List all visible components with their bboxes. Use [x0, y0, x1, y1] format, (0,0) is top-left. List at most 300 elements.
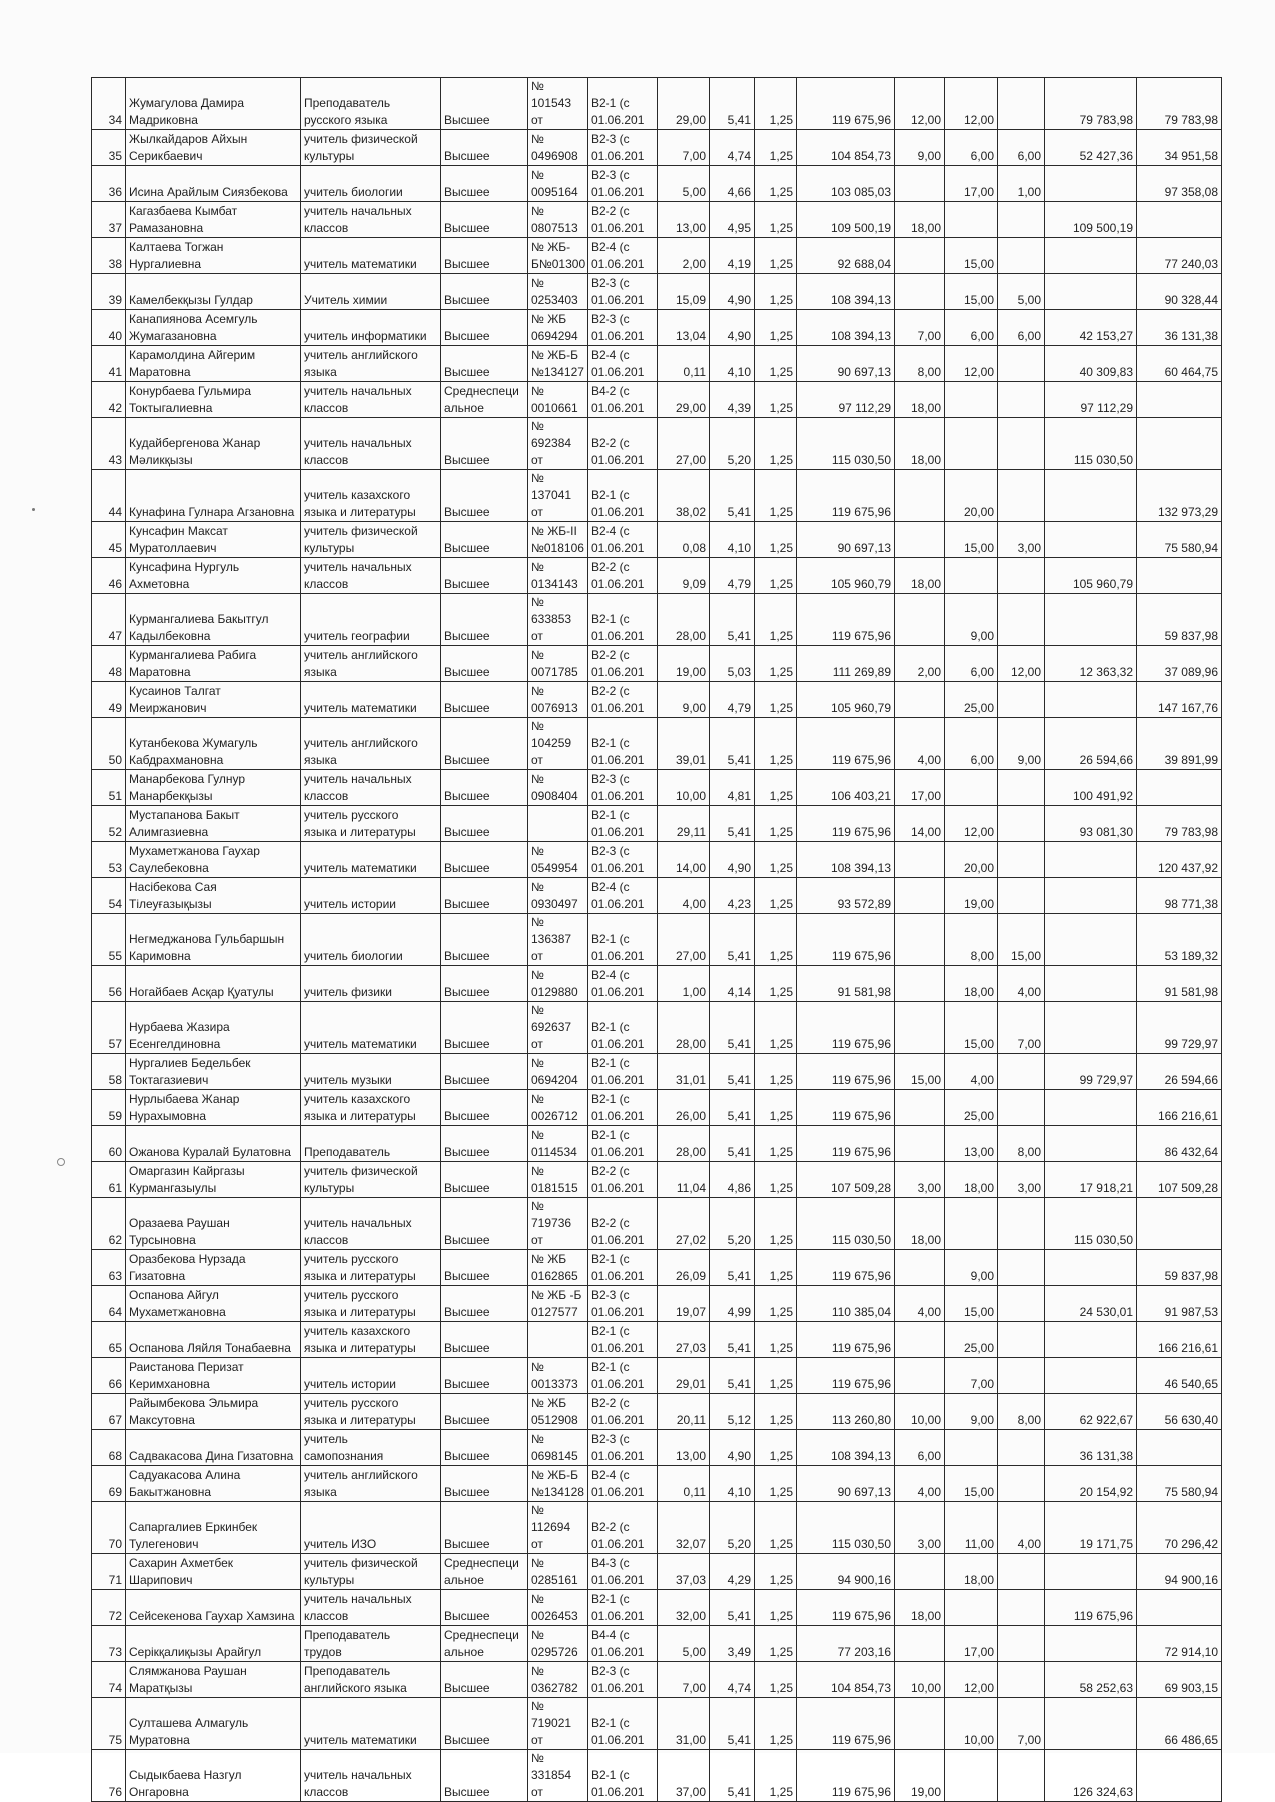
salary-primary-cell	[1045, 310, 1137, 346]
hours-extra: 8,00	[1017, 1145, 1041, 1159]
employee-name-cell	[126, 1198, 301, 1250]
multiplier-cell	[755, 1662, 797, 1698]
education-cell	[441, 1698, 528, 1750]
table-row	[92, 1090, 1222, 1126]
category-cell	[588, 682, 658, 718]
employee-name-cell	[126, 558, 301, 594]
multiplier: 1,25	[769, 293, 793, 307]
category: В2-2 (с 01.06.201	[591, 560, 645, 591]
experience-cell	[658, 1662, 710, 1698]
salary-primary-cell	[1045, 842, 1137, 878]
hours-extra-cell	[998, 1322, 1045, 1358]
hours-primary-cell	[895, 346, 945, 382]
row-number-cell	[92, 682, 126, 718]
base-salary: 119 675,96	[831, 753, 891, 767]
row-number: 62	[108, 1233, 122, 1247]
table-row	[92, 1430, 1222, 1466]
coefficient-cell	[710, 1394, 755, 1430]
hours-secondary-cell	[945, 310, 998, 346]
hours-secondary: 25,00	[963, 1109, 994, 1123]
education: Высшее	[444, 113, 490, 127]
hours-extra-cell	[998, 1698, 1045, 1750]
hours-primary-cell	[895, 1198, 945, 1250]
position: учитель самопознания	[304, 1432, 384, 1463]
row-number-cell	[92, 1466, 126, 1502]
salary-primary-cell	[1045, 1286, 1137, 1322]
row-number: 35	[108, 149, 122, 163]
diploma-number-cell	[528, 310, 588, 346]
education: Высшее	[444, 1145, 490, 1159]
multiplier: 1,25	[769, 541, 793, 555]
category-cell	[588, 1626, 658, 1662]
category: В4-4 (с 01.06.201	[591, 1628, 645, 1659]
employee-name-cell	[126, 1002, 301, 1054]
salary-primary-cell	[1045, 274, 1137, 310]
salary-primary: 58 252,63	[1079, 1681, 1133, 1695]
salary-primary: 93 081,30	[1079, 825, 1133, 839]
diploma-number: № ЖБ 0694294	[531, 312, 578, 343]
employee-name: Конурбаева Гульмира Токтыгалиевна	[129, 384, 252, 415]
experience-cell	[658, 522, 710, 558]
employee-name: Омаргазин Кайргазы Курмангазыулы	[129, 1164, 245, 1195]
salary-primary-cell	[1045, 646, 1137, 682]
salary-primary-cell	[1045, 1554, 1137, 1590]
coefficient: 4,23	[727, 897, 751, 911]
hours-extra-cell	[998, 806, 1045, 842]
multiplier: 1,25	[769, 629, 793, 643]
coefficient-cell	[710, 202, 755, 238]
hours-primary: 10,00	[910, 1681, 941, 1695]
multiplier: 1,25	[769, 825, 793, 839]
position-cell	[301, 966, 441, 1002]
row-number: 55	[108, 949, 122, 963]
diploma-number-cell	[528, 1698, 588, 1750]
hours-primary: 8,00	[917, 365, 941, 379]
row-number: 50	[108, 753, 122, 767]
hours-extra-cell	[998, 1358, 1045, 1394]
position: учитель начальных классов	[304, 1216, 412, 1247]
category: В2-1 (с 01.06.201	[591, 612, 645, 643]
hours-secondary: 15,00	[963, 541, 994, 555]
education: Среднеспеци альное	[444, 1556, 519, 1587]
experience-cell	[658, 682, 710, 718]
position-cell	[301, 346, 441, 382]
salary-primary: 99 729,97	[1079, 1073, 1133, 1087]
hours-extra-cell	[998, 166, 1045, 202]
employee-name-cell	[126, 202, 301, 238]
category-cell	[588, 1090, 658, 1126]
salary-primary: 17 918,21	[1079, 1181, 1133, 1195]
coefficient-cell	[710, 966, 755, 1002]
hours-secondary: 25,00	[963, 701, 994, 715]
category-cell	[588, 418, 658, 470]
diploma-number-cell	[528, 1286, 588, 1322]
employee-name: Курмангалиева Бакытгул Кадылбековна	[129, 612, 269, 643]
employee-name: Ногайбаев Асқар Қуатулы	[129, 985, 274, 999]
multiplier: 1,25	[769, 789, 793, 803]
salary-secondary: 46 540,65	[1164, 1377, 1218, 1391]
salary-secondary: 91 987,53	[1164, 1305, 1218, 1319]
row-number-cell	[92, 718, 126, 770]
category-cell	[588, 1250, 658, 1286]
employee-name-cell	[126, 238, 301, 274]
diploma-number-cell	[528, 806, 588, 842]
education-cell	[441, 1126, 528, 1162]
multiplier: 1,25	[769, 1037, 793, 1051]
experience: 14,00	[675, 861, 706, 875]
hours-extra-cell	[998, 418, 1045, 470]
education: Высшее	[444, 665, 490, 679]
hours-secondary: 12,00	[963, 113, 994, 127]
category-cell	[588, 1394, 658, 1430]
education: Высшее	[444, 1733, 490, 1747]
position-cell	[301, 1698, 441, 1750]
position: учитель физической культуры	[304, 1556, 418, 1587]
diploma-number: № 0549954	[531, 844, 578, 875]
position: учитель физической культуры	[304, 524, 418, 555]
base-salary-cell	[797, 1502, 895, 1554]
hours-primary: 9,00	[917, 149, 941, 163]
position-cell	[301, 878, 441, 914]
base-salary: 105 960,79	[830, 701, 891, 715]
hours-primary-cell	[895, 1698, 945, 1750]
salary-secondary-cell	[1137, 770, 1222, 806]
position: учитель казахского языка и литературы	[304, 488, 416, 519]
row-number-cell	[92, 1126, 126, 1162]
salary-primary: 115 030,50	[1073, 453, 1133, 467]
coefficient: 5,41	[727, 753, 751, 767]
hours-secondary-cell	[945, 418, 998, 470]
base-salary-cell	[797, 310, 895, 346]
diploma-number-cell	[528, 1250, 588, 1286]
category-cell	[588, 166, 658, 202]
base-salary-cell	[797, 1054, 895, 1090]
employee-name-cell	[126, 1750, 301, 1802]
hours-secondary-cell	[945, 682, 998, 718]
hours-primary-cell	[895, 382, 945, 418]
experience: 29,01	[675, 1377, 706, 1391]
diploma-number: № 719736 от	[531, 1199, 572, 1247]
position: учитель казахского языка и литературы	[304, 1324, 416, 1355]
position-cell	[301, 806, 441, 842]
employee-name: Калтаева Тогжан Нургалиевна	[129, 240, 224, 271]
salary-primary-cell	[1045, 718, 1137, 770]
base-salary-cell	[797, 842, 895, 878]
education: Высшее	[444, 1449, 490, 1463]
hours-secondary-cell	[945, 1502, 998, 1554]
diploma-number: № ЖБ -Б 0127577	[531, 1288, 582, 1319]
salary-secondary-cell	[1137, 1590, 1222, 1626]
employee-name-cell	[126, 1698, 301, 1750]
category: В2-3 (с 01.06.201	[591, 1288, 645, 1319]
multiplier-cell	[755, 682, 797, 718]
position-cell	[301, 1590, 441, 1626]
coefficient-cell	[710, 878, 755, 914]
experience-cell	[658, 1002, 710, 1054]
base-salary: 119 675,96	[831, 113, 891, 127]
experience: 0,11	[683, 1485, 706, 1499]
hours-primary-cell	[895, 914, 945, 966]
base-salary-cell	[797, 718, 895, 770]
hours-secondary-cell	[945, 1750, 998, 1802]
salary-primary: 12 363,32	[1079, 665, 1133, 679]
multiplier: 1,25	[769, 1377, 793, 1391]
salary-secondary-cell	[1137, 1430, 1222, 1466]
hours-extra-cell	[998, 382, 1045, 418]
employee-name: Мухаметжанова Гаухар Саулебековна	[129, 844, 260, 875]
hours-primary: 7,00	[917, 329, 941, 343]
education: Высшее	[444, 1305, 490, 1319]
employee-name-cell	[126, 770, 301, 806]
table-row	[92, 418, 1222, 470]
base-salary-cell	[797, 1322, 895, 1358]
category: В2-1 (с 01.06.201	[591, 1324, 645, 1355]
table-row	[92, 1198, 1222, 1250]
hours-extra: 5,00	[1017, 293, 1041, 307]
multiplier-cell	[755, 166, 797, 202]
multiplier-cell	[755, 966, 797, 1002]
row-number-cell	[92, 1286, 126, 1322]
employee-name-cell	[126, 1250, 301, 1286]
row-number-cell	[92, 1250, 126, 1286]
position-cell	[301, 1002, 441, 1054]
position-cell	[301, 522, 441, 558]
salary-primary-cell	[1045, 594, 1137, 646]
education-cell	[441, 1626, 528, 1662]
employee-name: Карамолдина Айгерим Маратовна	[129, 348, 256, 379]
diploma-number-cell	[528, 1502, 588, 1554]
base-salary: 119 675,96	[831, 505, 891, 519]
salary-secondary: 56 630,40	[1164, 1413, 1218, 1427]
salary-primary-cell	[1045, 1750, 1137, 1802]
row-number: 46	[108, 577, 122, 591]
position: учитель истории	[304, 897, 396, 911]
experience: 28,00	[675, 1145, 706, 1159]
category: В4-3 (с 01.06.201	[591, 1556, 645, 1587]
category-cell	[588, 1358, 658, 1394]
category: В2-2 (с 01.06.201	[591, 204, 645, 235]
employee-name-cell	[126, 470, 301, 522]
category-cell	[588, 1054, 658, 1090]
employee-name: Садвакасова Дина Гизатовна	[129, 1449, 294, 1463]
hours-primary-cell	[895, 418, 945, 470]
row-number: 44	[108, 505, 122, 519]
coefficient: 4,90	[727, 1449, 751, 1463]
multiplier: 1,25	[769, 1181, 793, 1195]
table-row	[92, 522, 1222, 558]
hours-extra-cell	[998, 1198, 1045, 1250]
multiplier: 1,25	[769, 401, 793, 415]
multiplier: 1,25	[769, 753, 793, 767]
salary-secondary-cell	[1137, 238, 1222, 274]
experience: 28,00	[675, 629, 706, 643]
employee-name-cell	[126, 78, 301, 130]
hours-primary-cell	[895, 1162, 945, 1198]
experience: 1,00	[682, 985, 706, 999]
table-row	[92, 1002, 1222, 1054]
education-cell	[441, 238, 528, 274]
coefficient-cell	[710, 470, 755, 522]
hours-secondary: 15,00	[963, 293, 994, 307]
multiplier: 1,25	[769, 453, 793, 467]
salary-secondary: 91 581,98	[1164, 985, 1218, 999]
salary-secondary: 107 509,28	[1157, 1181, 1218, 1195]
row-number: 69	[108, 1485, 122, 1499]
coefficient-cell	[710, 1198, 755, 1250]
base-salary: 105 960,79	[830, 577, 891, 591]
employee-name-cell	[126, 166, 301, 202]
multiplier-cell	[755, 1698, 797, 1750]
employee-name: Нургалиев Бедельбек Токтагазиевич	[129, 1056, 251, 1087]
salary-secondary-cell	[1137, 130, 1222, 166]
hours-extra: 6,00	[1017, 149, 1041, 163]
position: учитель английского языка	[304, 1468, 418, 1499]
category: В2-4 (с 01.06.201	[591, 1468, 645, 1499]
employee-name: Сыдыкбаева Назгул Онгаровна	[129, 1768, 242, 1799]
base-salary: 113 260,80	[831, 1413, 891, 1427]
hours-extra-cell	[998, 1054, 1045, 1090]
education-cell	[441, 1554, 528, 1590]
experience-cell	[658, 1322, 710, 1358]
hours-extra-cell	[998, 770, 1045, 806]
base-salary-cell	[797, 1198, 895, 1250]
position: учитель физической культуры	[304, 132, 418, 163]
coefficient: 4,19	[727, 257, 751, 271]
experience: 27,00	[675, 949, 706, 963]
diploma-number-cell	[528, 842, 588, 878]
hours-primary: 6,00	[917, 1449, 941, 1463]
hours-extra-cell	[998, 1162, 1045, 1198]
education-cell	[441, 382, 528, 418]
hours-primary-cell	[895, 1750, 945, 1802]
coefficient: 3,49	[727, 1645, 751, 1659]
employee-name: Кусаинов Талгат Меиржанович	[129, 684, 221, 715]
salary-primary: 79 783,98	[1079, 113, 1133, 127]
salary-primary: 109 500,19	[1072, 221, 1133, 235]
experience: 39,01	[675, 753, 706, 767]
base-salary: 119 675,96	[831, 1145, 891, 1159]
category-cell	[588, 1002, 658, 1054]
row-number: 68	[108, 1449, 122, 1463]
table-row	[92, 130, 1222, 166]
scan-hole-mark	[57, 1158, 65, 1166]
table-row	[92, 310, 1222, 346]
salary-primary-cell	[1045, 522, 1137, 558]
hours-secondary: 6,00	[970, 329, 994, 343]
base-salary-cell	[797, 1090, 895, 1126]
table-row	[92, 470, 1222, 522]
table-row	[92, 1322, 1222, 1358]
category: В2-4 (с 01.06.201	[591, 348, 645, 379]
experience: 0,11	[683, 365, 706, 379]
row-number: 64	[108, 1305, 122, 1319]
salary-primary: 126 324,63	[1072, 1785, 1133, 1799]
category: В2-4 (с 01.06.201	[591, 880, 645, 911]
diploma-number: № 692637 от	[531, 1003, 572, 1051]
experience: 5,00	[682, 1645, 706, 1659]
multiplier: 1,25	[769, 365, 793, 379]
coefficient-cell	[710, 1554, 755, 1590]
coefficient: 4,81	[727, 789, 751, 803]
diploma-number: № 0362782	[531, 1664, 578, 1695]
row-number: 34	[108, 113, 122, 127]
base-salary: 107 509,28	[830, 1181, 891, 1195]
category: В2-3 (с 01.06.201	[591, 276, 645, 307]
position: учитель географии	[304, 629, 410, 643]
employee-name-cell	[126, 346, 301, 382]
diploma-number: № 0076913	[531, 684, 578, 715]
education-cell	[441, 274, 528, 310]
experience-cell	[658, 1698, 710, 1750]
salary-primary-cell	[1045, 1162, 1137, 1198]
education-cell	[441, 346, 528, 382]
hours-extra-cell	[998, 878, 1045, 914]
hours-extra: 15,00	[1010, 949, 1041, 963]
position: учитель биологии	[304, 949, 403, 963]
row-number-cell	[92, 594, 126, 646]
salary-primary-cell	[1045, 770, 1137, 806]
coefficient: 5,41	[727, 1145, 751, 1159]
hours-secondary-cell	[945, 1198, 998, 1250]
salary-secondary-cell	[1137, 382, 1222, 418]
salary-secondary-cell	[1137, 646, 1222, 682]
coefficient: 5,41	[727, 1733, 751, 1747]
multiplier: 1,25	[769, 1073, 793, 1087]
position-cell	[301, 1322, 441, 1358]
hours-primary-cell	[895, 1662, 945, 1698]
diploma-number-cell	[528, 1090, 588, 1126]
coefficient-cell	[710, 1286, 755, 1322]
employee-name-cell	[126, 1322, 301, 1358]
hours-extra-cell	[998, 682, 1045, 718]
experience-cell	[658, 202, 710, 238]
employee-name: Насібекова Сая Тілеуғазықызы	[129, 880, 217, 911]
row-number: 65	[108, 1341, 122, 1355]
experience-cell	[658, 1054, 710, 1090]
salary-primary: 36 131,38	[1079, 1449, 1133, 1463]
experience-cell	[658, 418, 710, 470]
position: учитель английского языка	[304, 648, 418, 679]
base-salary: 115 030,50	[831, 453, 891, 467]
coefficient: 4,66	[727, 185, 751, 199]
category-cell	[588, 346, 658, 382]
salary-primary-cell	[1045, 1394, 1137, 1430]
salary-primary-cell	[1045, 1322, 1137, 1358]
hours-primary: 12,00	[910, 113, 941, 127]
employee-name: Сейсекенова Гаухар Хамзина	[129, 1609, 295, 1623]
base-salary-cell	[797, 806, 895, 842]
education: Высшее	[444, 701, 490, 715]
coefficient-cell	[710, 1358, 755, 1394]
diploma-number-cell	[528, 770, 588, 806]
multiplier-cell	[755, 130, 797, 166]
multiplier: 1,25	[769, 1305, 793, 1319]
employee-name-cell	[126, 594, 301, 646]
education: Высшее	[444, 453, 490, 467]
multiplier: 1,25	[769, 1449, 793, 1463]
hours-secondary-cell	[945, 1054, 998, 1090]
diploma-number: № 136387 от	[531, 915, 572, 963]
diploma-number-cell	[528, 718, 588, 770]
multiplier: 1,25	[769, 149, 793, 163]
salary-secondary-cell	[1137, 1250, 1222, 1286]
coefficient-cell	[710, 1250, 755, 1286]
multiplier-cell	[755, 78, 797, 130]
diploma-number-cell	[528, 1626, 588, 1662]
base-salary-cell	[797, 594, 895, 646]
diploma-number: № 0694204	[531, 1056, 578, 1087]
salary-primary: 20 154,92	[1079, 1485, 1133, 1499]
